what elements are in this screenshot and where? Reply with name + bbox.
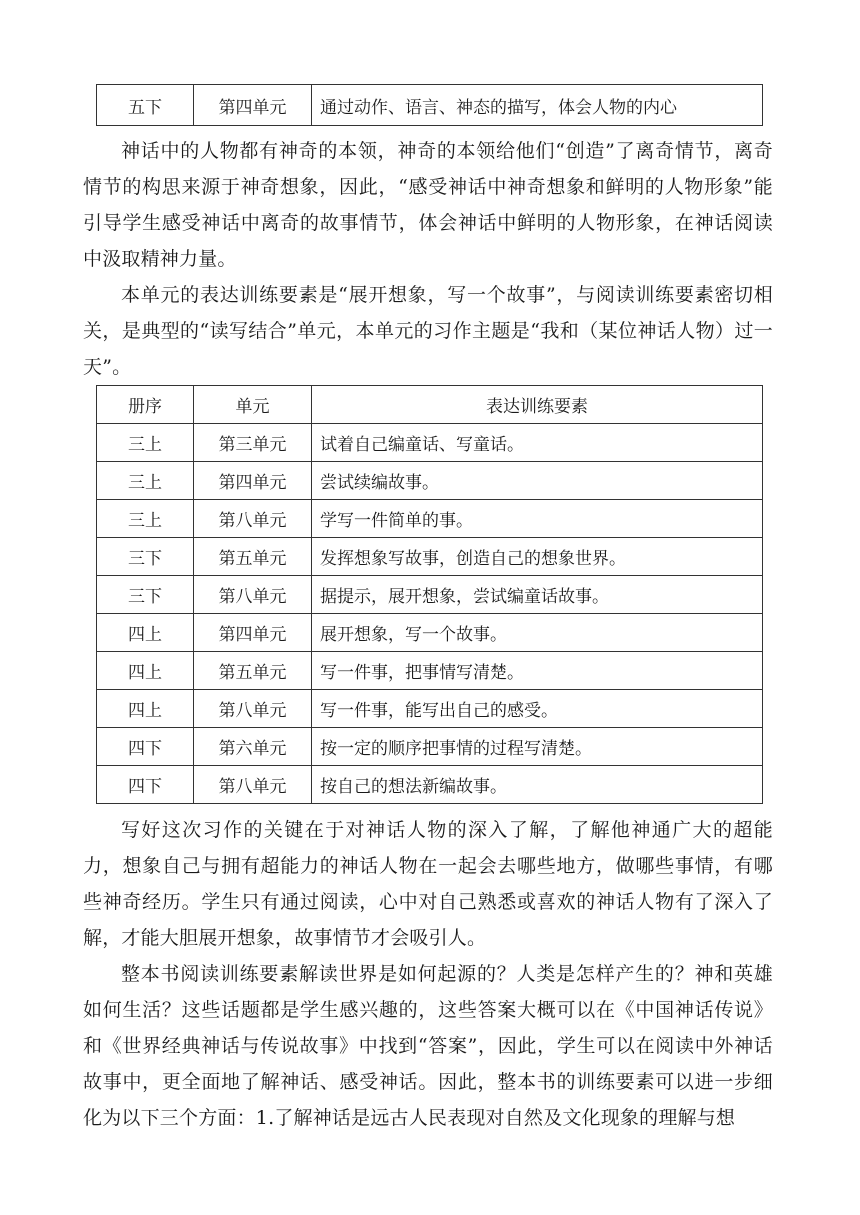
header-elements: 表达训练要素 [312,386,763,424]
element-cell: 按自己的想法新编故事。 [312,766,763,804]
element-cell: 据提示，展开想象，尝试编童话故事。 [312,576,763,614]
unit-cell: 第四单元 [194,614,312,652]
volume-cell: 四上 [97,614,194,652]
table-row [97,538,763,576]
element-cell: 学写一件简单的事。 [312,500,763,538]
unit-cell: 第四单元 [194,462,312,500]
element-cell: 尝试续编故事。 [312,462,763,500]
paragraph-1: 神话中的人物都有神奇的本领，神奇的本领给他们“创造”了离奇情节，离奇情节的构思来源于神奇想象，因此，“感受神话中神奇想象和鲜明的人物形象”能引导学生感受神话中离奇的故事情节，体会神话中鲜明的人物形象，在神话阅读中汲取精神力量。 [83,140,773,270]
element-cell: 按一定的顺序把事情的过程写清楚。 [312,728,763,766]
volume-cell: 四上 [97,690,194,728]
table-row [97,500,763,538]
paragraph-4: 整本书阅读训练要素解读世界是如何起源的？人类是怎样产生的？神和英雄如何生活？这些话题都是学生感兴趣的，这些答案大概可以在《中国神话传说》和《世界经典神话与传说故事》中找到“答案”，因此，学生可以在阅读中外神话故事中，更全面地了解神话、感受神话。因此，整本书的训练要素可以进一步细化为以下三个方面：1.了解神话是远古人民表现对自然及文化现象的理解与想 [83,963,773,1129]
element-cell: 写一件事，把事情写清楚。 [312,652,763,690]
element-cell: 写一件事，能写出自己的感受。 [312,690,763,728]
header-volume: 册序 [97,386,194,424]
element-cell: 发挥想象写故事，创造自己的想象世界。 [312,538,763,576]
unit-cell: 第五单元 [194,652,312,690]
unit-cell: 第四单元 [194,85,312,126]
expression-elements-table [96,385,763,804]
table-row [97,85,763,126]
unit-cell: 第三单元 [194,424,312,462]
table-header-row [97,386,763,424]
unit-cell: 第八单元 [194,766,312,804]
paragraph-2: 本单元的表达训练要素是“展开想象，写一个故事”，与阅读训练要素密切相关，是典型的“读写结合”单元，本单元的习作主题是“我和（某位神话人物）过一天”。 [83,284,773,378]
volume-cell: 四下 [97,728,194,766]
table-row [97,690,763,728]
table-row [97,462,763,500]
element-cell: 展开想象，写一个故事。 [312,614,763,652]
paragraph-3: 写好这次习作的关键在于对神话人物的深入了解，了解他神通广大的超能力，想象自己与拥有超能力的神话人物在一起会去哪些地方，做哪些事情，有哪些神奇经历。学生只有通过阅读，心中对自己熟悉或喜欢的神话人物有了深入了解，才能大胆展开想象，故事情节才会吸引人。 [83,819,773,949]
table-row [97,652,763,690]
volume-cell: 三上 [97,500,194,538]
unit-cell: 第八单元 [194,500,312,538]
table-row [97,424,763,462]
header-unit: 单元 [194,386,312,424]
volume-cell: 四上 [97,652,194,690]
element-cell: 试着自己编童话、写童话。 [312,424,763,462]
unit-cell: 第八单元 [194,690,312,728]
table-row [97,614,763,652]
volume-cell: 三上 [97,462,194,500]
unit-cell: 第六单元 [194,728,312,766]
table-row [97,728,763,766]
volume-cell: 三上 [97,424,194,462]
volume-cell: 三下 [97,538,194,576]
grade-cell: 五下 [97,85,194,126]
top-continuation-table [96,84,763,126]
volume-cell: 四下 [97,766,194,804]
unit-cell: 第五单元 [194,538,312,576]
table-row [97,576,763,614]
table-row [97,766,763,804]
volume-cell: 三下 [97,576,194,614]
content-cell: 通过动作、语言、神态的描写，体会人物的内心 [312,85,763,126]
unit-cell: 第八单元 [194,576,312,614]
